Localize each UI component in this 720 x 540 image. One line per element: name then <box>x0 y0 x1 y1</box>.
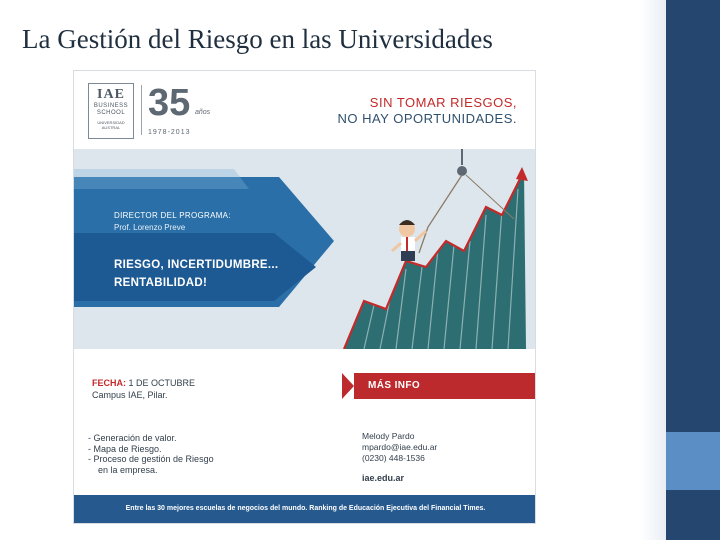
iae-logo-university: UNIVERSIDAD AUSTRAL <box>97 120 125 130</box>
event-date-label: FECHA: <box>92 378 126 388</box>
website-link: iae.edu.ar <box>362 473 405 483</box>
mas-info-label: MÁS INFO <box>368 380 421 391</box>
poster-hero <box>74 149 536 349</box>
mas-info-banner <box>342 373 536 399</box>
poster-slogan <box>337 95 517 127</box>
event-date <box>92 378 195 388</box>
anniversary-years: 1978-2013 <box>148 129 191 136</box>
event-poster-image <box>73 70 536 524</box>
topics-list <box>88 433 214 475</box>
slide-title: La Gestión del Riesgo en las Universidades <box>22 24 493 54</box>
slogan-line-1: SIN TOMAR RIESGOS, <box>369 95 517 110</box>
anniversary-anos: años <box>195 109 211 116</box>
iae-logo-text: IAE <box>97 87 125 102</box>
hero-headline-2: RENTABILIDAD! <box>114 277 208 289</box>
iae-logo-school: SCHOOL <box>96 110 126 116</box>
contact-phone: (0230) 448-1536 <box>362 453 425 463</box>
footer-text: Entre las 30 mejores escuelas de negocios del mundo. Ranking de Educación Ejecutiva del Financial Times. <box>125 505 486 512</box>
iae-logo-business: BUSINESS <box>93 103 129 109</box>
logo-divider <box>141 85 142 135</box>
poster-footer <box>74 495 536 524</box>
event-date-value: 1 DE OCTUBRE <box>128 378 196 388</box>
slide-side-gradient <box>640 0 666 540</box>
slide-sidebar <box>666 0 720 540</box>
mas-info-notch <box>342 373 354 399</box>
slide-sidebar-accent <box>666 432 720 490</box>
poster-info <box>74 349 536 495</box>
slogan-line-2: NO HAY OPORTUNIDADES. <box>337 111 517 126</box>
iae-logo <box>88 83 134 139</box>
contact-email: mpardo@iae.edu.ar <box>362 442 438 452</box>
topic-item: - Generación de valor. <box>88 433 177 443</box>
hero-illustration <box>74 149 536 349</box>
director-label: DIRECTOR DEL PROGRAMA: <box>114 211 231 220</box>
contact-info <box>362 431 437 464</box>
topic-item: - Proceso de gestión de Riesgo <box>88 454 214 464</box>
poster-header <box>74 71 536 149</box>
anniversary-number: 35 <box>148 82 191 124</box>
topic-item: - Mapa de Riesgo. <box>88 443 162 454</box>
hero-headline-1: RIESGO, INCERTIDUMBRE... <box>114 259 279 271</box>
contact-name: Melody Pardo <box>362 431 415 441</box>
topic-item: en la empresa. <box>98 464 158 475</box>
director-name: Prof. Lorenzo Preve <box>114 223 186 232</box>
event-location: Campus IAE, Pilar. <box>92 390 168 400</box>
